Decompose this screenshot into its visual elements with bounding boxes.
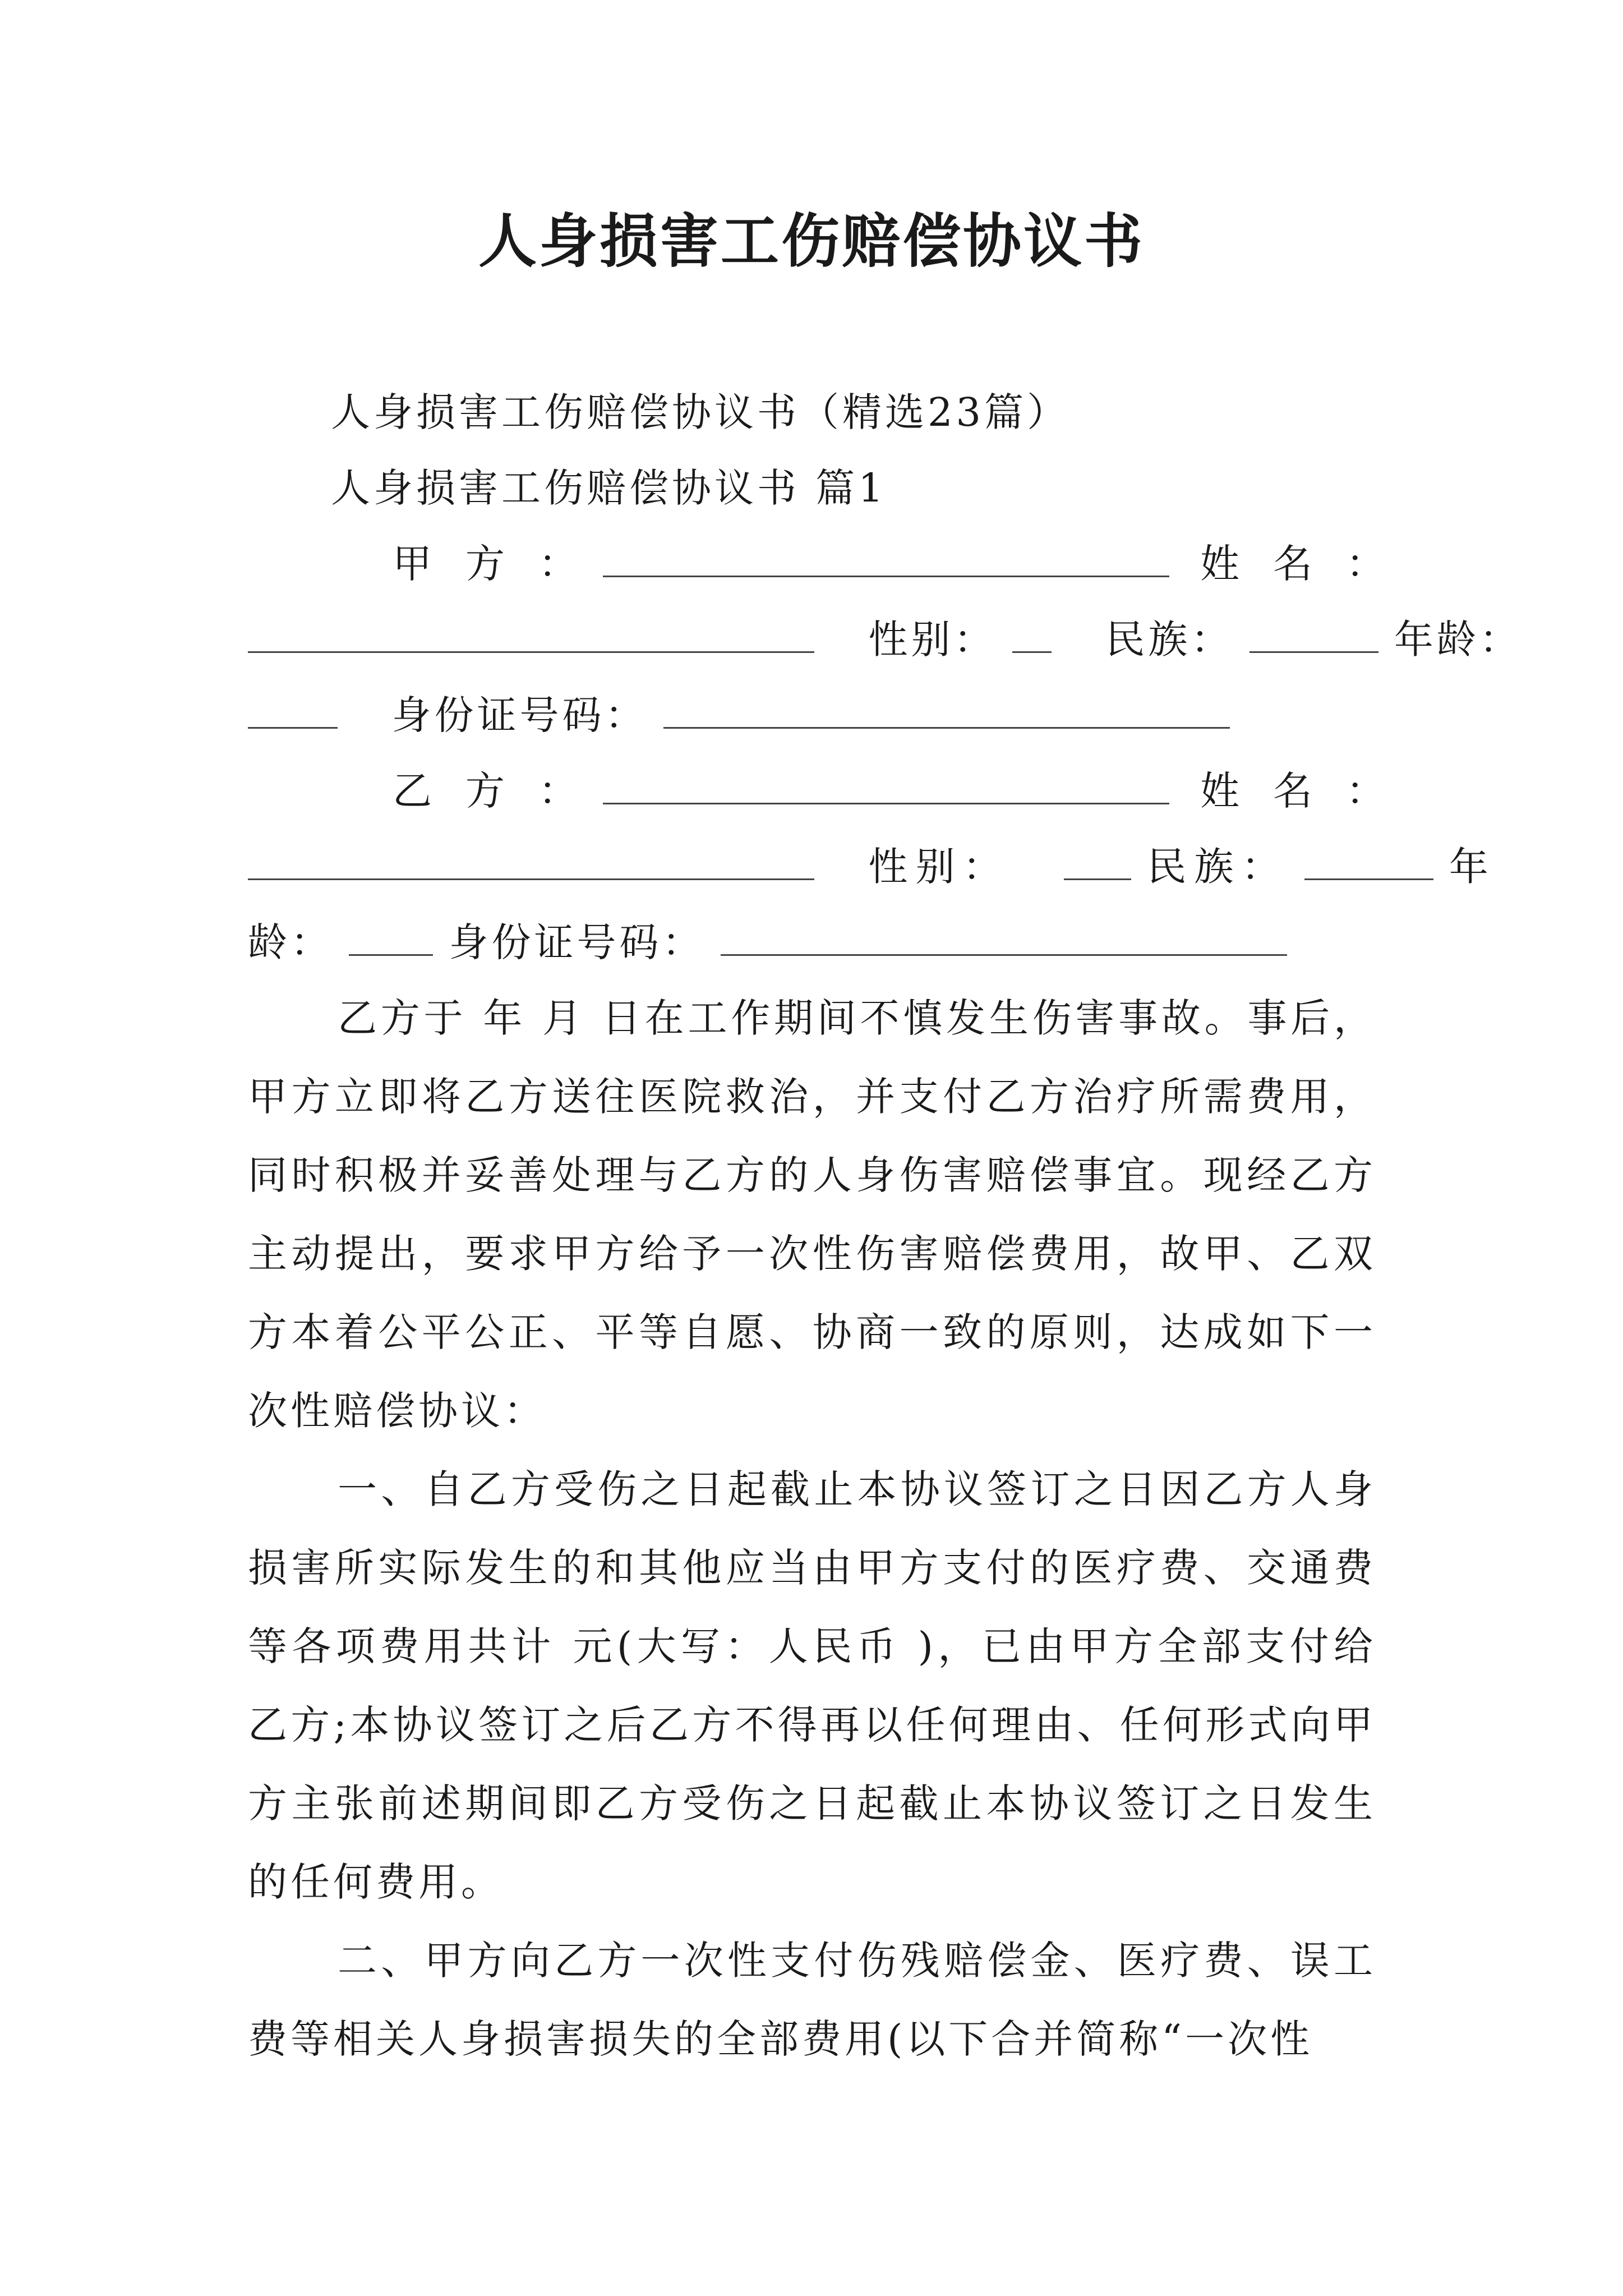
party-a-gender-blank <box>1012 618 1052 653</box>
party-b-name-label: 姓名： <box>1200 768 1419 814</box>
party-a-row-2 <box>248 600 1522 679</box>
document-title: 人身损害工伤赔偿协议书 <box>478 206 1145 275</box>
document-subtitle: 人身损害工伤赔偿协议书（精选23篇） <box>331 389 1070 435</box>
party-a-name-row <box>1200 524 1419 603</box>
blank-line <box>603 542 1169 577</box>
party-b-gender-label: 性别： <box>868 844 1010 890</box>
party-b-row-3 <box>248 903 1376 982</box>
party-b-name-blank <box>603 752 1169 830</box>
party-b-gender-blank <box>1064 845 1131 880</box>
party-a-age-blank <box>248 693 338 729</box>
paragraph-clause-2: 二、甲方向乙方一次性支付伤残赔偿金、医疗费、误工费等相关人身损害损失的全部费用(以下合并简称“一次性 <box>248 1938 1376 2062</box>
blank-line <box>603 769 1169 804</box>
party-a-id-label: 身份证号码： <box>391 692 648 738</box>
party-b-label: 乙方： <box>393 768 611 814</box>
party-b-age-label-part2: 龄： <box>248 919 333 965</box>
party-b-id-blank <box>721 921 1287 956</box>
party-a-gender-label: 性别： <box>868 616 997 662</box>
party-a-name-blank <box>603 524 1169 603</box>
party-b-age-label-part1: 年 <box>1449 844 1492 890</box>
party-b-age-blank <box>349 921 433 956</box>
party-b-ethnicity-blank <box>1304 845 1433 880</box>
party-a-id-blank <box>663 693 1230 729</box>
paragraph-clause-1: 一、自乙方受伤之日起截止本协议签订之日因乙方人身损害所实际发生的和其他应当由甲方支付的医疗费、交通费等各项费用共计 元(大写：人民币 )，已由甲方全部支付给乙方;本协议签订之后乙方不得再以任何理由、任何形式向甲方主张前述期间即乙方受伤之日起截止本协议签订之日发生的任何费用。 <box>248 1466 1376 1905</box>
party-a-row-3 <box>248 676 1376 754</box>
document-body <box>248 979 1376 2078</box>
party-b-name-row <box>1200 752 1419 830</box>
party-a-label: 甲方： <box>393 541 611 587</box>
party-b-id-label: 身份证号码： <box>449 919 705 965</box>
party-a-ethnicity-blank <box>1249 618 1378 653</box>
party-b-name-value-blank <box>248 845 814 880</box>
party-a-age-label: 年龄： <box>1394 616 1522 662</box>
party-a-name-value-blank <box>248 618 814 653</box>
paragraph-intro: 乙方于 年 月 日在工作期间不慎发生伤害事故。事后，甲方立即将乙方送往医院救治，并支付乙方治疗所需费用，同时积极并妥善处理与乙方的人身伤害赔偿事宜。现经乙方主动提出，要求甲方给予一次性伤害赔偿费用，故甲、乙双方本着公平公正、平等自愿、协商一致的原则，达成如下一次性赔偿协议： <box>248 995 1376 1434</box>
party-a-name-label: 姓名： <box>1200 541 1419 587</box>
party-a-ethnicity-label: 民族： <box>1105 616 1234 662</box>
section-heading: 人身损害工伤赔偿协议书 篇1 <box>331 465 887 511</box>
party-b-row-2 <box>248 827 1492 906</box>
party-b-ethnicity-label: 民族： <box>1147 844 1289 890</box>
